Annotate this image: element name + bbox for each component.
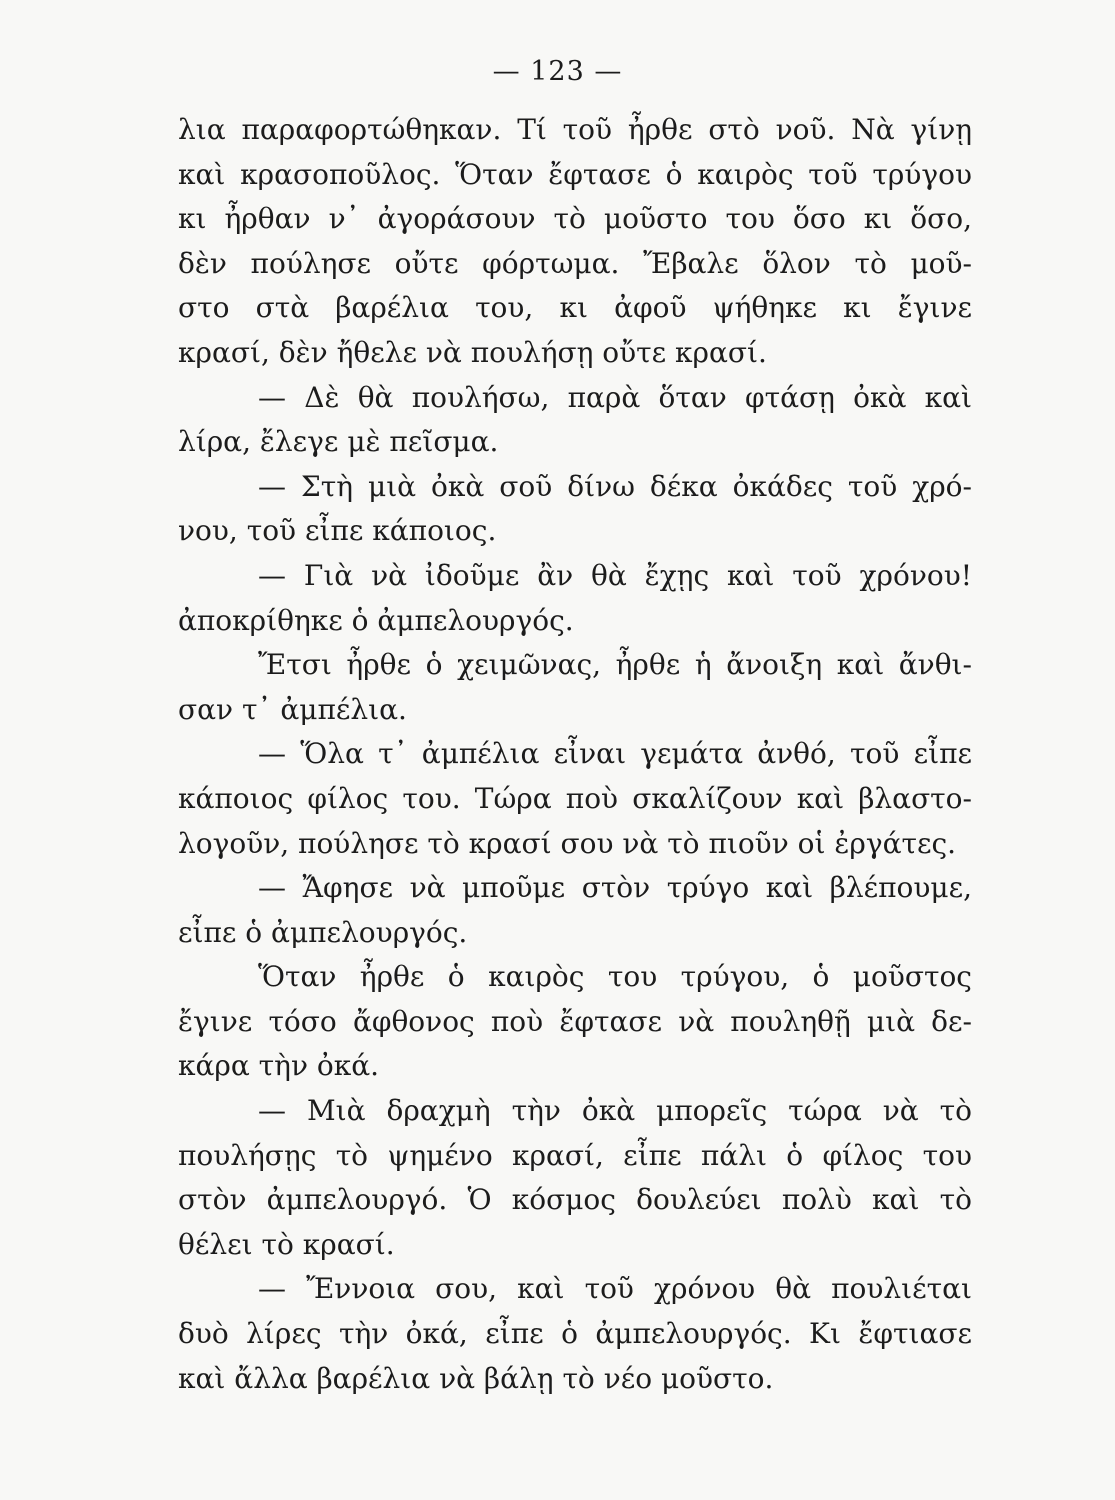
- text-line: κρασί, δὲν ἤθελε νὰ πουλήσῃ οὔτε κρασί.: [178, 335, 767, 369]
- text-line: θέλει τὸ κρασί.: [178, 1227, 395, 1261]
- text-line: σαν τ᾿ ἀμπέλια.: [178, 692, 407, 726]
- page-number: — 123 —: [492, 56, 623, 87]
- text-line: — Ὅλα τ᾿ ἀμπέλια εἶναι γεμάτα ἀνθό, τοῦ εἶπε: [258, 737, 972, 771]
- text-line: ἀποκρίθηκε ὁ ἀμπελουργός.: [178, 603, 574, 637]
- text-line: Ἔτσι ἦρθε ὁ χειμῶνας, ἦρθε ἡ ἄνοιξη καὶ ἄνθι-: [258, 648, 972, 682]
- text-line: Ὅταν ἦρθε ὁ καιρὸς του τρύγου, ὁ μοῦστος: [258, 960, 972, 994]
- text-line: καὶ κρασοποῦλος. Ὅταν ἔφτασε ὁ καιρὸς τοῦ τρύγου: [178, 157, 972, 191]
- text-line: κάρα τὴν ὀκά.: [178, 1049, 380, 1083]
- text-line: δὲν πούλησε οὔτε φόρτωμα. Ἔβαλε ὅλον τὸ μοῦ-: [178, 246, 972, 280]
- text-line: — Στὴ μιὰ ὀκὰ σοῦ δίνω δέκα ὀκάδες τοῦ χρό-: [258, 469, 972, 503]
- text-line: κάποιος φίλος του. Τώρα ποὺ σκαλίζουν καὶ βλαστο-: [178, 781, 972, 815]
- text-line: κι ἦρθαν ν᾿ ἀγοράσουν τὸ μοῦστο του ὅσο κι ὅσο,: [178, 202, 972, 236]
- text-line: λογοῦν, πούλησε τὸ κρασί σου νὰ τὸ πιοῦν οἱ ἐργάτες.: [178, 826, 957, 860]
- text-line: — Ἄφησε νὰ μποῦμε στὸν τρύγο καὶ βλέπουμε,: [258, 871, 972, 905]
- text-line: ἔγινε τόσο ἄφθονος ποὺ ἔφτασε νὰ πουληθῇ μιὰ δε-: [178, 1004, 972, 1038]
- text-line: δυὸ λίρες τὴν ὀκά, εἶπε ὁ ἀμπελουργός. Κι ἔφτιασε: [178, 1317, 972, 1351]
- text-line: — Μιὰ δραχμὴ τὴν ὀκὰ μπορεῖς τώρα νὰ τὸ: [258, 1094, 972, 1128]
- text-line: πουλήσῃς τὸ ψημένο κρασί, εἶπε πάλι ὁ φίλος του: [178, 1138, 972, 1172]
- text-line: λια παραφορτώθηκαν. Τί τοῦ ἦρθε στὸ νοῦ. Νὰ γίνῃ: [178, 113, 972, 146]
- text-line: — Δὲ θὰ πουλήσω, παρὰ ὅταν φτάσῃ ὀκὰ καὶ: [258, 380, 972, 414]
- text-line: — Γιὰ νὰ ἰδοῦμε ἂν θὰ ἔχῃς καὶ τοῦ χρόνου!: [258, 558, 972, 592]
- text-line: καὶ ἄλλα βαρέλια νὰ βάλῃ τὸ νέο μοῦστο.: [178, 1361, 774, 1395]
- text-line: λίρα, ἔλεγε μὲ πεῖσμα.: [178, 425, 499, 459]
- text-line: — Ἔννοια σου, καὶ τοῦ χρόνου θὰ πουλιέται: [258, 1272, 972, 1306]
- text-line: στὸν ἀμπελουργό. Ὁ κόσμος δουλεύει πολὺ καὶ τὸ: [178, 1183, 972, 1217]
- text-block: [178, 108, 972, 1401]
- text-line: εἶπε ὁ ἀμπελουργός.: [178, 915, 468, 949]
- text-line: στο στὰ βαρέλια του, κι ἀφοῦ ψήθηκε κι ἔγινε: [178, 291, 972, 325]
- text-line: νου, τοῦ εἶπε κάποιος.: [178, 514, 497, 548]
